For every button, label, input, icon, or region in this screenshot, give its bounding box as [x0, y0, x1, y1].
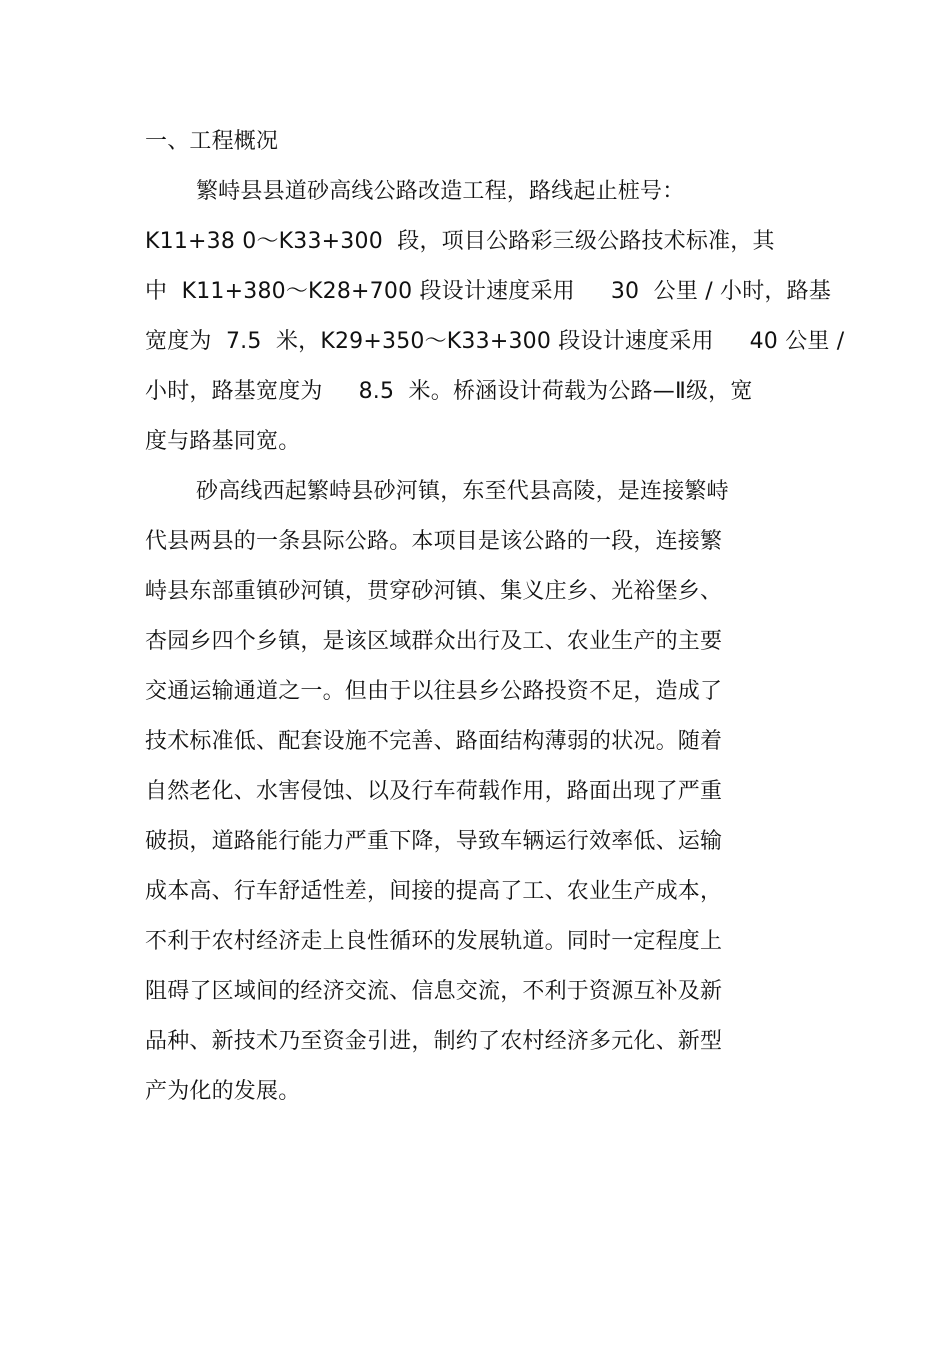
paragraph-line: 破损，道路能行能力严重下降，导致车辆运行效率低、运输	[145, 829, 723, 854]
paragraph-line: 成本高、行车舒适性差，间接的提高了工、农业生产成本，	[145, 879, 723, 904]
paragraph-line: 度与路基同宽。	[145, 429, 301, 454]
paragraph-line: 不利于农村经济走上良性循环的发展轨道。同时一定程度上	[145, 929, 723, 954]
paragraph-line: K11+38 0～K33+300 段，项目公路彩三级公路技术标准，其	[145, 229, 775, 254]
paragraph-line: 小时，路基宽度为 8.5 米。桥涵设计荷载为公路—Ⅱ级，宽	[145, 379, 753, 404]
paragraph-line: 自然老化、水害侵蚀、以及行车荷载作用，路面出现了严重	[145, 779, 723, 804]
paragraph-line: 砂高线西起繁峙县砂河镇，东至代县高陵，是连接繁峙	[196, 479, 729, 504]
paragraph-line: 杏园乡四个乡镇，是该区域群众出行及工、农业生产的主要	[145, 629, 723, 654]
paragraph-line: 品种、新技术乃至资金引进，制约了农村经济多元化、新型	[145, 1029, 723, 1054]
paragraph-line: 宽度为 7.5 米，K29+350～K33+300 段设计速度采用 40 公里 /	[145, 329, 845, 354]
paragraph-line: 繁峙县县道砂高线公路改造工程，路线起止桩号：	[196, 179, 685, 204]
paragraph-line: 交通运输通道之一。但由于以往县乡公路投资不足，造成了	[145, 679, 723, 704]
paragraph-line: 代县两县的一条县际公路。本项目是该公路的一段，连接繁	[145, 529, 723, 554]
paragraph-line: 峙县东部重镇砂河镇，贯穿砂河镇、集义庄乡、光裕堡乡、	[145, 579, 723, 604]
paragraph-line: 产为化的发展。	[145, 1079, 301, 1104]
section-heading: 一、工程概况	[145, 129, 279, 154]
paragraph-line: 中 K11+380～K28+700 段设计速度采用 30 公里 / 小时，路基	[145, 279, 832, 304]
paragraph-line: 技术标准低、配套设施不完善、路面结构薄弱的状况。随着	[145, 729, 723, 754]
paragraph-line: 阻碍了区域间的经济交流、信息交流，不利于资源互补及新	[145, 979, 723, 1004]
